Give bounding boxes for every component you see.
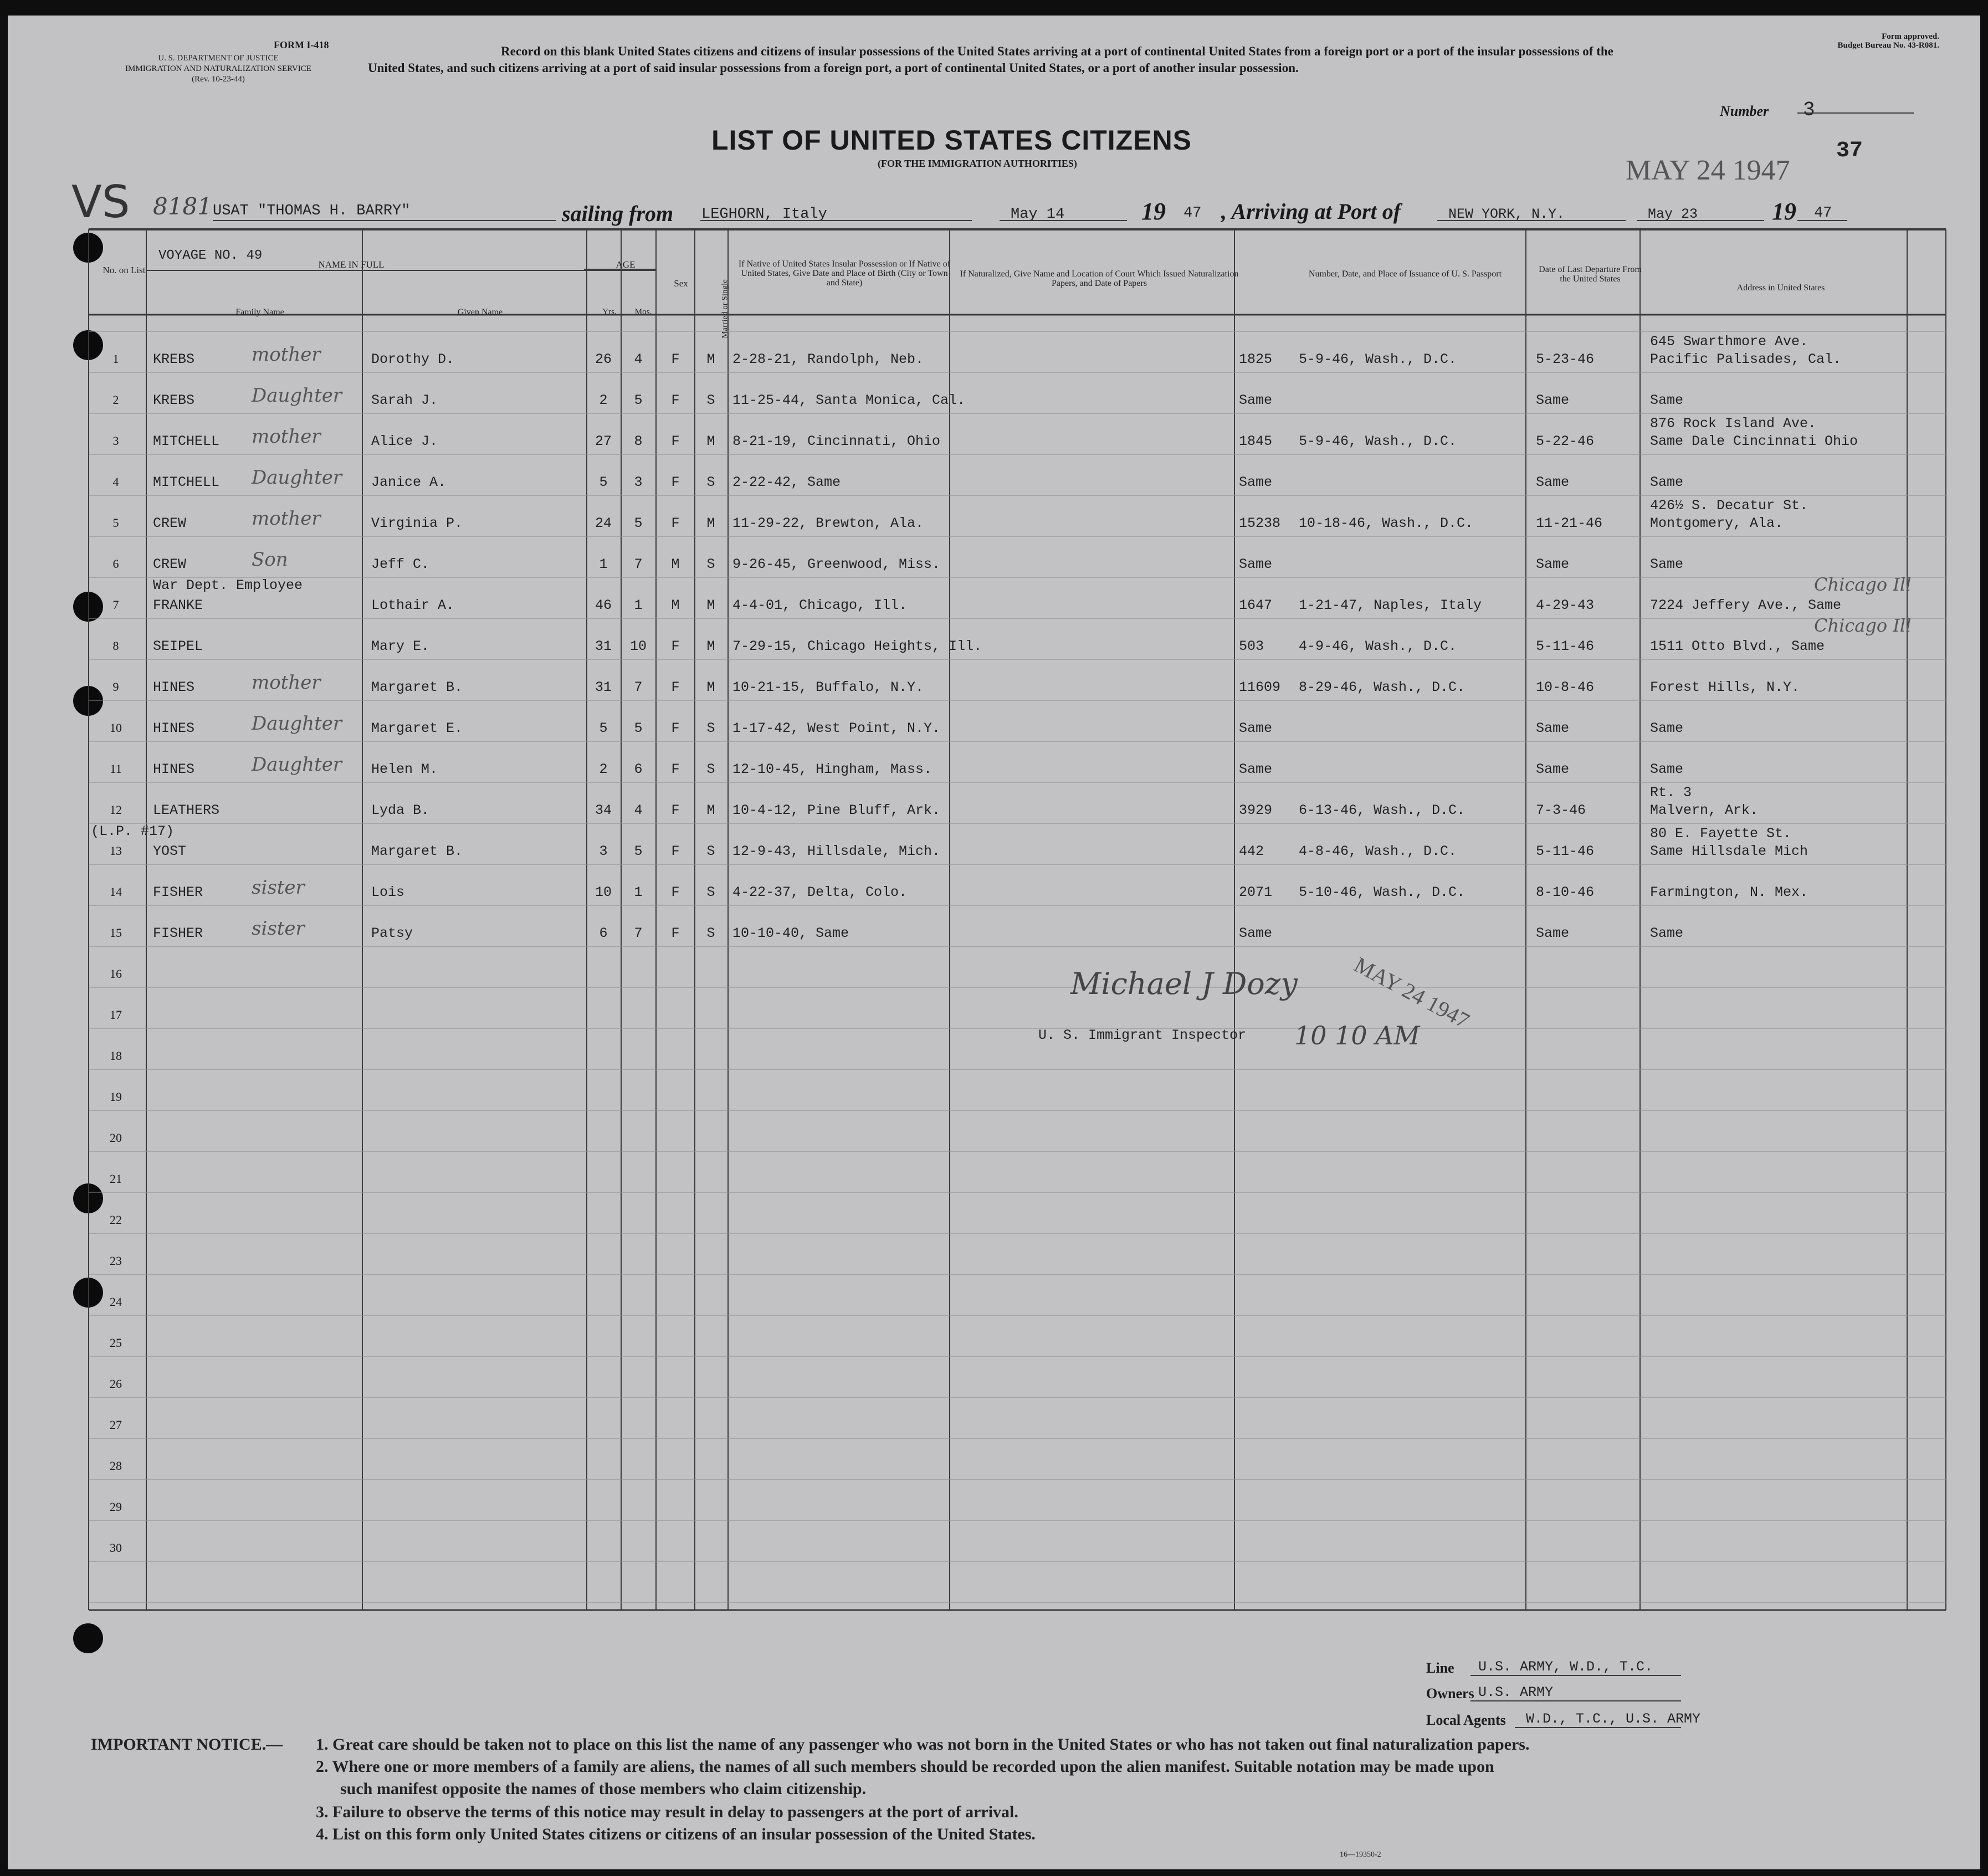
family-name: CREW	[153, 556, 187, 572]
age-years: 3	[599, 843, 608, 859]
last-departure-date: 5-11-46	[1536, 638, 1595, 654]
age-months: 4	[634, 351, 643, 367]
last-departure-date: Same	[1536, 392, 1570, 408]
given-name: Janice A.	[371, 474, 447, 490]
col-header-married: Married or Single	[720, 279, 730, 339]
voyage-number: VOYAGE NO. 49	[158, 248, 263, 263]
row-number: 24	[110, 1295, 122, 1309]
family-name: LEATHERS	[153, 802, 220, 818]
row-number: 28	[110, 1459, 122, 1473]
address: Same	[1650, 392, 1684, 408]
sex: F	[671, 802, 680, 818]
department: U. S. DEPARTMENT OF JUSTICE IMMIGRATION AND NATURALIZATION SERVICE (Rev. 10-23-44)	[125, 54, 311, 84]
passport-number: 1647	[1239, 597, 1273, 613]
given-name: Patsy	[371, 925, 413, 941]
marital-status: S	[706, 843, 715, 859]
age-months: 7	[634, 679, 643, 695]
row-number: 22	[110, 1213, 122, 1227]
address: Same	[1650, 720, 1684, 736]
marital-status: M	[706, 802, 715, 818]
family-name: MITCHELL	[153, 474, 220, 490]
age-months: 1	[634, 884, 643, 900]
sex: F	[671, 474, 680, 490]
family-name: MITCHELL	[153, 433, 220, 449]
col-header-given-name: Given Name	[457, 307, 503, 317]
age-months: 1	[634, 597, 643, 613]
passport-number: 2071	[1239, 884, 1273, 900]
row-number: 7	[112, 598, 119, 612]
last-departure-date: Same	[1536, 761, 1570, 777]
address-line-2: Malvern, Ark.	[1650, 802, 1759, 818]
sex: F	[671, 761, 680, 777]
row-number: 10	[110, 721, 122, 735]
address-note: Chicago Ill	[1814, 615, 1912, 636]
given-name: Margaret B.	[371, 843, 463, 859]
age-years: 6	[599, 925, 608, 941]
sex: F	[671, 638, 680, 654]
marital-status: M	[706, 433, 715, 449]
marital-status: M	[706, 597, 715, 613]
address-line-1: 426½ S. Decatur St.	[1650, 498, 1808, 514]
passport-number: 3929	[1239, 802, 1273, 818]
marital-status: S	[706, 392, 715, 408]
relationship-note: Daughter	[252, 467, 342, 489]
form-title: LIST OF UNITED STATES CITIZENS	[711, 125, 1192, 156]
relationship-note: Son	[252, 549, 288, 571]
passport-number: 15238	[1239, 515, 1281, 531]
family-name: KREBS	[153, 392, 195, 408]
row-annotation: (L.P. #17)	[91, 823, 175, 839]
family-name: HINES	[153, 761, 195, 777]
row-number: 3	[112, 434, 119, 448]
row-number: 15	[110, 926, 122, 940]
relationship-note: sister	[252, 877, 305, 899]
row-number: 8	[112, 639, 119, 653]
birth-date-place: 2-22-42, Same	[732, 474, 841, 490]
passport-number: 442	[1239, 843, 1264, 859]
age-months: 4	[634, 802, 643, 818]
address-note: Chicago Ill	[1814, 574, 1912, 595]
family-name: KREBS	[153, 351, 195, 367]
col-header-family-name: Family Name	[235, 307, 284, 317]
number-label: Number	[1720, 103, 1769, 119]
sex: F	[671, 392, 680, 408]
birth-date-place: 12-10-45, Hingham, Mass.	[732, 761, 932, 777]
last-departure-date: 10-8-46	[1536, 679, 1595, 695]
inspection-date-stamp: MAY 24 1947	[1350, 952, 1474, 1033]
inspector-signature: Michael J Dozy	[1070, 966, 1298, 1001]
relationship-note: sister	[252, 918, 305, 940]
relationship-note: mother	[252, 508, 321, 530]
notice-item-1: 1. Great care should be taken not to place on this list the name of any passenger who was not born in the United States or who has not taken out final naturalization papers.	[316, 1735, 1530, 1754]
age-years: 31	[595, 638, 612, 654]
age-years: 31	[595, 679, 612, 695]
instructions-text: Record on this blank United States citizens and citizens of insular possessions of the United States arriving at a port of continental United States from a foreign port or a port of the insular possessions of the United States, and such citizens arriving at a port of said insular possessions from a foreign port, a port of continental United States, or a port of another insular possession.	[368, 44, 1613, 75]
age-months: 6	[634, 761, 643, 777]
col-header-months: Mos.	[634, 307, 652, 316]
passport-number: Same	[1239, 556, 1273, 572]
relationship-note: mother	[252, 672, 321, 694]
row-number: 17	[110, 1008, 122, 1022]
form-number: FORM I-418	[274, 39, 329, 50]
marital-status: S	[706, 884, 715, 900]
birth-date-place: 4-4-01, Chicago, Ill.	[732, 597, 908, 613]
row-number: 26	[110, 1377, 122, 1391]
notice-item-2: 2. Where one or more members of a family are aliens, the names of all such members should be recorded upon the alien manifest. Suitable notation may be made upon	[316, 1757, 1494, 1776]
birth-date-place: 2-28-21, Randolph, Neb.	[732, 351, 924, 367]
passport-number: Same	[1239, 474, 1273, 490]
marital-status: S	[706, 474, 715, 490]
port-of-departure: LEGHORN, Italy	[701, 206, 827, 223]
age-years: 5	[599, 474, 608, 490]
row-number: 13	[110, 844, 122, 858]
address: Same	[1650, 556, 1684, 572]
col-header-no: No. on List	[103, 265, 146, 275]
passport-number: Same	[1239, 761, 1273, 777]
given-name: Alice J.	[371, 433, 438, 449]
age-years: 5	[599, 720, 608, 736]
col-header-passport: Number, Date, and Place of Issuance of U. S. Passport	[1308, 269, 1502, 279]
col-header-birth: If Native of United States Insular Possession or If Native of United States, Give Date and Place of Birth (City or Town and State)	[738, 259, 951, 288]
marital-status: M	[706, 638, 715, 654]
port-of-arrival: NEW YORK, N.Y.	[1448, 206, 1565, 222]
address-line-1: Rt. 3	[1650, 785, 1692, 801]
address-line-2: Same Hillsdale Mich	[1650, 843, 1808, 859]
age-years: 2	[599, 761, 608, 777]
row-number: 5	[112, 516, 119, 530]
sex: F	[671, 433, 680, 449]
family-name: FISHER	[153, 884, 203, 900]
number-value: 3	[1803, 99, 1815, 121]
marital-status: S	[706, 761, 715, 777]
col-header-name-in-full: NAME IN FULL	[318, 259, 385, 270]
given-name: Sarah J.	[371, 392, 438, 408]
age-months: 10	[629, 638, 647, 654]
address: Farmington, N. Mex.	[1650, 884, 1808, 900]
arrival-year: 47	[1814, 205, 1832, 222]
col-header-naturalization: If Naturalized, Give Name and Location of Court Which Issued Naturalization Papers, and Date of Papers	[960, 269, 1239, 288]
marital-status: S	[706, 925, 715, 941]
given-name: Mary E.	[371, 638, 430, 654]
address-line-2: Pacific Palisades, Cal.	[1650, 351, 1842, 367]
last-departure-date: 11-21-46	[1536, 515, 1603, 531]
col-header-address: Address in United States	[1736, 283, 1825, 293]
age-months: 5	[634, 515, 643, 531]
row-number: 30	[110, 1541, 122, 1555]
vessel-name: USAT "THOMAS H. BARRY"	[213, 203, 411, 219]
relationship-note: Daughter	[252, 385, 342, 407]
arrival-year-prefix: 19	[1772, 198, 1796, 225]
given-name: Lois	[371, 884, 405, 900]
notice-heading: IMPORTANT NOTICE.—	[91, 1735, 283, 1754]
sheet-number: 37	[1836, 139, 1863, 163]
last-departure-date: 7-3-46	[1536, 802, 1586, 818]
family-name: YOST	[153, 843, 187, 859]
sex: F	[671, 843, 680, 859]
row-number: 18	[110, 1049, 122, 1063]
row-number: 19	[110, 1090, 122, 1104]
passport-issuance: 10-18-46, Wash., D.C.	[1299, 515, 1474, 531]
passport-number: Same	[1239, 720, 1273, 736]
marital-status: M	[706, 351, 715, 367]
departure-year: 47	[1183, 205, 1202, 222]
given-name: Lyda B.	[371, 802, 430, 818]
birth-date-place: 8-21-19, Cincinnati, Ohio	[732, 433, 941, 449]
inspector-title: U. S. Immigrant Inspector	[1038, 1027, 1247, 1043]
relationship-note: mother	[252, 344, 321, 366]
given-name: Jeff C.	[371, 556, 430, 572]
last-departure-date: 4-29-43	[1536, 597, 1595, 613]
relationship-note: mother	[252, 426, 321, 448]
sailing-from-label: sailing from	[562, 201, 674, 226]
inspection-time: 10 10 AM	[1294, 1021, 1420, 1050]
address-line-2: Same Dale Cincinnati Ohio	[1650, 433, 1858, 449]
marital-status: S	[706, 720, 715, 736]
col-header-last-departure: Date of Last Departure From the United States	[1539, 265, 1642, 284]
notice-item-4: 4. List on this form only United States citizens or citizens of an insular possession of the United States.	[316, 1825, 1036, 1843]
age-years: 2	[599, 392, 608, 408]
last-departure-date: 5-22-46	[1536, 433, 1595, 449]
address-line-2: Montgomery, Ala.	[1650, 515, 1784, 531]
form-approved: Form approved. Budget Bureau No. 43-R081.	[1837, 32, 1939, 50]
handwritten-serial: 8181	[153, 193, 212, 220]
sex: M	[671, 556, 680, 572]
row-number: 4	[112, 475, 119, 489]
passport-issuance: 4-8-46, Wash., D.C.	[1299, 843, 1457, 859]
address: Forest Hills, N.Y.	[1650, 679, 1800, 695]
sex: M	[671, 597, 680, 613]
birth-date-place: 10-10-40, Same	[732, 925, 849, 941]
sex: F	[671, 679, 680, 695]
last-departure-date: 5-23-46	[1536, 351, 1595, 367]
birth-date-place: 11-29-22, Brewton, Ala.	[732, 515, 924, 531]
address: Same	[1650, 761, 1684, 777]
passport-issuance: 5-10-46, Wash., D.C.	[1299, 884, 1466, 900]
address: 1511 Otto Blvd., Same	[1650, 638, 1825, 654]
arrival-date: May 23	[1648, 206, 1698, 222]
line-label: Line	[1426, 1660, 1454, 1676]
passport-issuance: 8-29-46, Wash., D.C.	[1299, 679, 1466, 695]
row-number: 11	[110, 762, 122, 776]
age-years: 1	[599, 556, 608, 572]
birth-date-place: 10-4-12, Pine Bluff, Ark.	[732, 802, 941, 818]
birth-date-place: 9-26-45, Greenwood, Miss.	[732, 556, 941, 572]
local-agents-label: Local Agents	[1426, 1712, 1506, 1728]
row-number: 12	[110, 803, 122, 817]
arriving-at-label: , Arriving at Port of	[1221, 199, 1401, 224]
relationship-note: Daughter	[252, 713, 342, 735]
last-departure-date: 8-10-46	[1536, 884, 1595, 900]
sex: F	[671, 351, 680, 367]
passport-number: Same	[1239, 925, 1273, 941]
last-departure-date: Same	[1536, 720, 1570, 736]
local-agents-value: W.D., T.C., U.S. ARMY	[1526, 1711, 1701, 1727]
age-years: 27	[595, 433, 612, 449]
family-name: CREW	[153, 515, 187, 531]
passport-issuance: 4-9-46, Wash., D.C.	[1299, 638, 1457, 654]
row-number: 9	[112, 680, 119, 694]
passport-issuance: 5-9-46, Wash., D.C.	[1299, 351, 1457, 367]
passport-number: 1825	[1239, 351, 1273, 367]
row-number: 16	[110, 967, 122, 981]
line-value: U.S. ARMY, W.D., T.C.	[1478, 1659, 1653, 1675]
last-departure-date: Same	[1536, 556, 1570, 572]
passport-issuance: 6-13-46, Wash., D.C.	[1299, 802, 1466, 818]
received-stamp: MAY 24 1947	[1626, 155, 1790, 186]
birth-date-place: 4-22-37, Delta, Colo.	[732, 884, 908, 900]
birth-date-place: 1-17-42, West Point, N.Y.	[732, 720, 941, 736]
given-name: Dorothy D.	[371, 351, 455, 367]
sex: F	[671, 720, 680, 736]
col-header-age: AGE	[616, 259, 636, 270]
address-line-1: 876 Rock Island Ave.	[1650, 416, 1817, 432]
birth-date-place: 11-25-44, Santa Monica, Cal.	[732, 392, 966, 408]
col-header-sex: Sex	[674, 278, 688, 289]
departure-year-prefix: 19	[1141, 198, 1166, 225]
birth-date-place: 12-9-43, Hillsdale, Mich.	[732, 843, 941, 859]
age-months: 5	[634, 720, 643, 736]
age-months: 3	[634, 474, 643, 490]
row-number: 25	[110, 1336, 122, 1350]
owners-value: U.S. ARMY	[1478, 1684, 1554, 1700]
marital-status: M	[706, 515, 715, 531]
passport-number: 11609	[1239, 679, 1281, 695]
passport-issuance: 5-9-46, Wash., D.C.	[1299, 433, 1457, 449]
birth-date-place: 7-29-15, Chicago Heights, Ill.	[732, 638, 982, 654]
row-number: 14	[110, 885, 122, 899]
given-name: Margaret B.	[371, 679, 463, 695]
owners-label: Owners	[1426, 1685, 1474, 1701]
relationship-note: Daughter	[252, 754, 342, 776]
address-line-1: 645 Swarthmore Ave.	[1650, 334, 1808, 350]
sex: F	[671, 925, 680, 941]
age-months: 7	[634, 925, 643, 941]
age-years: 46	[595, 597, 612, 613]
sex: F	[671, 884, 680, 900]
row-number: 2	[112, 393, 119, 407]
given-name: Margaret E.	[371, 720, 463, 736]
row-number: 20	[110, 1131, 122, 1145]
notice-item-2-cont: such manifest opposite the names of those members who claim citizenship.	[340, 1780, 867, 1798]
last-departure-date: Same	[1536, 925, 1570, 941]
age-years: 34	[595, 802, 612, 818]
age-months: 7	[634, 556, 643, 572]
passport-issuance: 1-21-47, Naples, Italy	[1299, 597, 1482, 613]
row-number: 1	[112, 352, 119, 366]
sex: F	[671, 515, 680, 531]
given-name: Lothair A.	[371, 597, 455, 613]
passport-number: 503	[1239, 638, 1264, 654]
row-annotation: War Dept. Employee	[153, 577, 303, 593]
notice-item-3: 3. Failure to observe the terms of this notice may result in delay to passengers at the port of arrival.	[316, 1803, 1018, 1821]
birth-date-place: 10-21-15, Buffalo, N.Y.	[732, 679, 924, 695]
given-name: Virginia P.	[371, 515, 463, 531]
family-name: SEIPEL	[153, 638, 203, 654]
print-code: 16—19350-2	[1340, 1851, 1381, 1859]
marital-status: S	[706, 556, 715, 572]
row-number: 21	[110, 1172, 122, 1186]
address: Same	[1650, 474, 1684, 490]
handwritten-vs: VS	[71, 176, 130, 228]
age-years: 10	[595, 884, 612, 900]
age-months: 8	[634, 433, 643, 449]
address: 7224 Jeffery Ave., Same	[1650, 597, 1842, 613]
age-years: 24	[595, 515, 612, 531]
row-number: 23	[110, 1254, 122, 1268]
row-number: 27	[110, 1418, 122, 1432]
address-line-1: 80 E. Fayette St.	[1650, 826, 1792, 842]
row-number: 29	[110, 1500, 122, 1514]
address: Same	[1650, 925, 1684, 941]
last-departure-date: 5-11-46	[1536, 843, 1595, 859]
departure-date: May 14	[1011, 206, 1065, 223]
marital-status: M	[706, 679, 715, 695]
last-departure-date: Same	[1536, 474, 1570, 490]
row-number: 6	[112, 557, 119, 571]
family-name: HINES	[153, 720, 195, 736]
passport-number: 1845	[1239, 433, 1273, 449]
form-page	[8, 16, 1980, 1869]
age-months: 5	[634, 392, 643, 408]
form-subtitle: (FOR THE IMMIGRATION AUTHORITIES)	[878, 158, 1077, 169]
form-grid	[8, 16, 1980, 1869]
family-name: FRANKE	[153, 597, 203, 613]
given-name: Helen M.	[371, 761, 438, 777]
passport-number: Same	[1239, 392, 1273, 408]
age-years: 26	[595, 351, 612, 367]
col-header-years: Yrs.	[602, 307, 617, 316]
family-name: HINES	[153, 679, 195, 695]
age-months: 5	[634, 843, 643, 859]
family-name: FISHER	[153, 925, 203, 941]
